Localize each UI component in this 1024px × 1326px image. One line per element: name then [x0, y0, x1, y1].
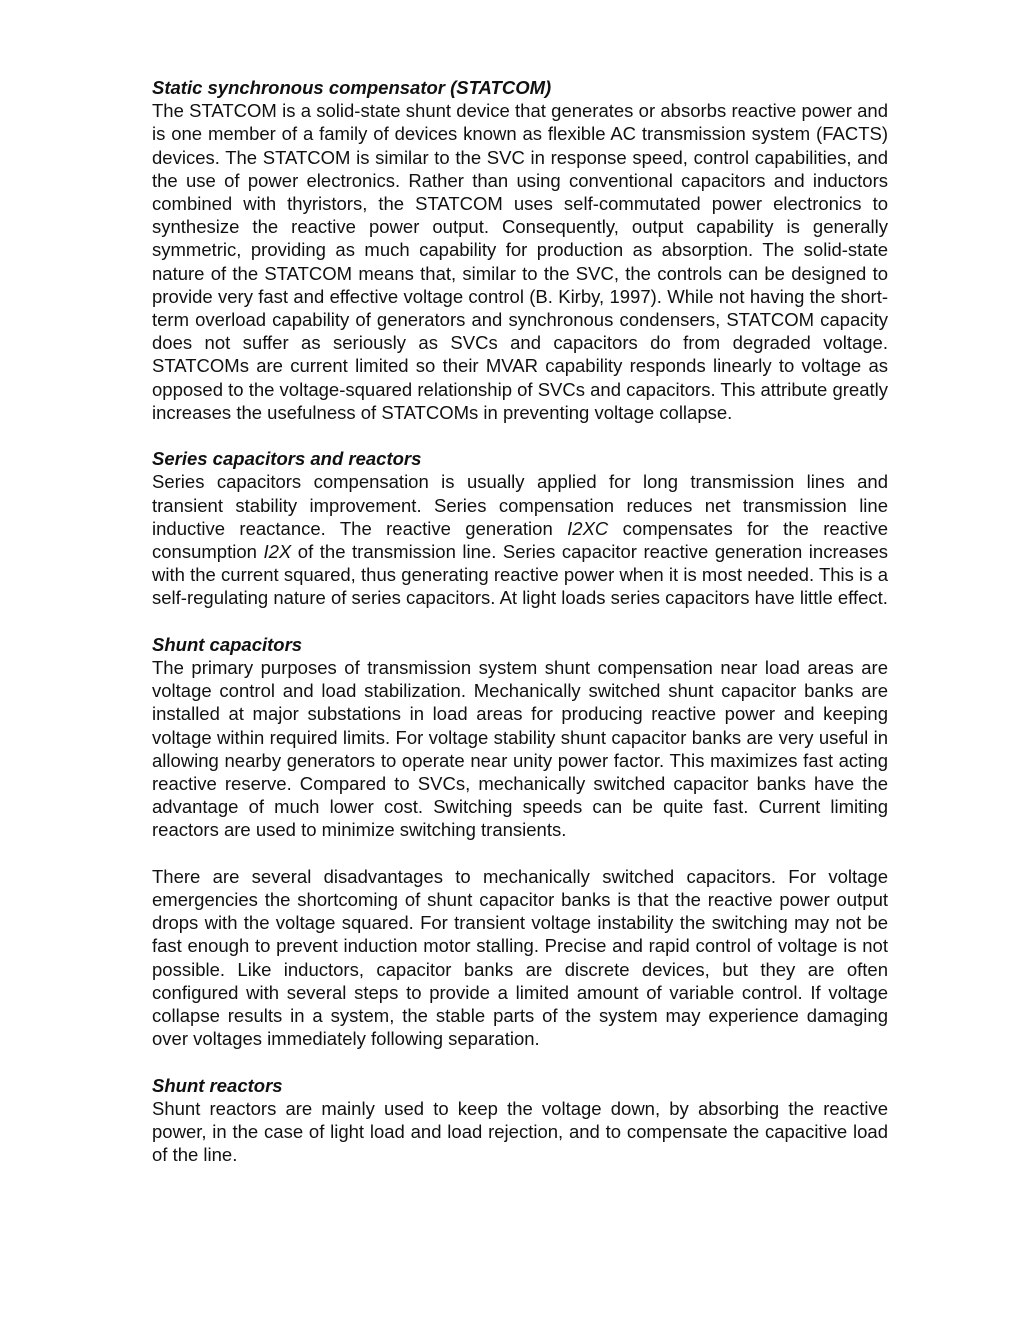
- text-run: compensates for the reactive consumption: [152, 517, 888, 563]
- text-run: of the transmission line. Series capacitor reactive generation increases with the current squared, thus generating reactive power when it is most needed. This is a self-regulating nature of series capacitors. At light loads series capacitors have little effect.: [152, 541, 888, 609]
- paragraph-shunt-capacitors-1: The primary purposes of transmission system shunt compensation near load areas are voltage control and load stabilization. Mechanically switched shunt capacitor banks are installed at major substations in load areas for producing reactive power and keeping voltage within required limits. For voltage stability shunt capacitor banks are very useful in allowing nearby generators to operate near unity power factor. This maximizes fast acting reactive reserve. Compared to SVCs, mechanically switched capacitor banks have the advantage of much lower cost. Switching speeds can be quite fast. Current limiting reactors are used to minimize switching transients.: [152, 657, 888, 841]
- section-heading-statcom: Static synchronous compensator (STATCOM): [152, 77, 552, 98]
- section-heading-shunt-capacitors: Shunt capacitors: [152, 633, 303, 655]
- formula-i2xc: I2XC: [567, 517, 609, 539]
- paragraph-series-capacitors: [152, 470, 888, 609]
- paragraph-spacer: [152, 842, 888, 865]
- section-spacer: [152, 1050, 888, 1073]
- text-run: Series capacitors compensation is usually applied for long transmission lines and transient stability improvement. Series compensation reduces net transmission line inductive reactance. The reactive generation: [152, 471, 888, 539]
- section-spacer: [152, 424, 888, 447]
- section-heading-series-capacitors: Series capacitors and reactors: [152, 448, 422, 470]
- section-heading-shunt-reactors: Shunt reactors: [152, 1074, 283, 1096]
- document-body: [152, 76, 888, 1166]
- section-spacer: [152, 610, 888, 633]
- paragraph-statcom: The STATCOM is a solid-state shunt device that generates or absorbs reactive power and is one member of a family of devices known as flexible AC transmission system (FACTS) devices. The STATCOM is similar to the SVC in response speed, control capabilities, and the use of power electronics. Rather than using conventional capacitors and inductors combined with thyristors, the STATCOM uses self-commutated power electronics to synthesize the reactive power output. Consequently, output capability is generally symmetric, providing as much capability for production as absorption. The solid-state nature of the STATCOM means that, similar to the SVC, the controls can be designed to provide very fast and effective voltage control (B. Kirby, 1997). While not having the short-term overload capability of generators and synchronous condensers, STATCOM capacity does not suffer as seriously as SVCs and capacitors do from degraded voltage. STATCOMs are current limited so their MVAR capability responds linearly to voltage as opposed to the voltage-squared relationship of SVCs and capacitors. This attribute greatly increases the usefulness of STATCOMs in preventing voltage collapse.: [152, 100, 888, 423]
- formula-i2x: I2X: [263, 541, 292, 563]
- paragraph-shunt-reactors: Shunt reactors are mainly used to keep the voltage down, by absorbing the reactive power, in the case of light load and load rejection, and to compensate the capacitive load of the line.: [152, 1097, 888, 1166]
- paragraph-shunt-capacitors-2: There are several disadvantages to mechanically switched capacitors. For voltage emergencies the shortcoming of shunt capacitor banks is that the reactive power output drops with the voltage squared. For transient voltage instability the switching may not be fast enough to prevent induction motor stalling. Precise and rapid control of voltage is not possible. Like inductors, capacitor banks are discrete devices, but they are often configured with several steps to provide a limited amount of variable control. If voltage collapse results in a system, the stable parts of the system may experience damaging over voltages immediately following separation.: [152, 865, 888, 1050]
